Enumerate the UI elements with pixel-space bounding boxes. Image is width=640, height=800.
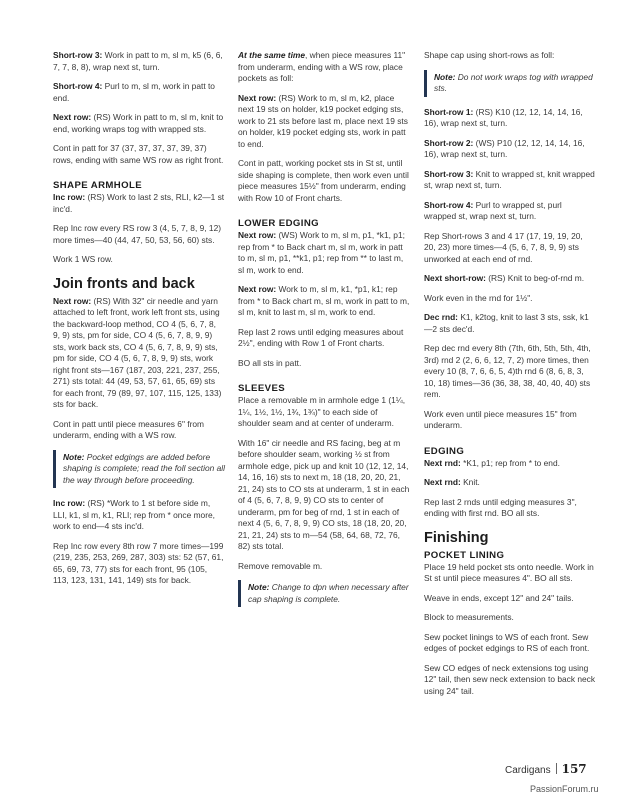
page-number: 157 [561, 762, 587, 776]
dec-rnd [424, 312, 596, 335]
repeat-short-rows: Rep Short-rows 3 and 4 17 (17, 19, 19, 20, 20, 23) more times—4 (5, 6, 7, 8, 9, 9) sts unworked at each end of rnd. [424, 230, 583, 264]
note-wraps-label: Note: [434, 71, 456, 82]
heading-lower-edging: LOWER EDGING [238, 218, 320, 229]
repeat-edging-rnds: Rep last 2 rnds until edging measures 3", ending with first rnd. BO all sts. [424, 496, 577, 518]
section-name: Cardigans [505, 765, 551, 776]
next-rnd-knit [424, 477, 596, 489]
work-ws-row: Work 1 WS row. [53, 254, 113, 264]
repeat-paragraph: Rep Inc row every RS row 3 (4, 5, 7, 8, 9, 12) more times—40 (44, 47, 50, 53, 56, 60) sts. [53, 223, 222, 245]
note-text: Pocket edgings are added before shaping is complete; read the foll section all the way through before proceeding. [63, 451, 226, 485]
heading-pocket-lining: POCKET LINING [424, 549, 505, 561]
pick-up-paragraph: With 16" cir needle and RS facing, beg at m before shoulder seam, working ½ st from armhole edge, pick up and knit 10 (12, 12, 14, 14, 16, 16) sts to next m, 18 (18, 20, 20, 21, 21, 24) sts to CO sts at underarm, 1 st in each of 4 (5, 6, 7, 8, 9, 9) CO sts to center of underarm, pm for beg of rnd, 1 st in each of next 4 (5, 6, 7, 8, 9, 9) CO sts, 18 (18, 20, 20, 21, 21, 24) sts to m—54 (58, 64, 68, 72, 76, 82) sts total. [238, 437, 410, 551]
work-even-2: Work even until piece measures 15" from underarm. [424, 408, 577, 430]
next-row-ws-text: (WS) Work to m, sl m, p1, *k1, p1; rep from * to Back chart m, sl m, work in patt to m, sl m, p1, **k1, p1; rep from ** to last m, sl m, work to end. [238, 230, 405, 275]
page-footer [505, 762, 587, 776]
next-rnd-rib-text: *K1, p1; rep from * to end. [463, 457, 560, 468]
heading-finishing: Finishing [424, 529, 489, 546]
inc-row-2 [53, 498, 225, 533]
next-row-pockets-text: (RS) Work to m, sl m, k2, place next 19 sts on holder, k19 pocket edging sts, work to 21 sts before last m, place next 19 sts on holder, k19 pocket edging sts, work in patt to end. [238, 92, 408, 149]
cap-short-row-4-text: Purl to wrapped st, purl wrapped st, wrap next st, turn. [424, 199, 562, 221]
next-row-rs-label: Next row: [238, 284, 277, 294]
short-row-4 [53, 81, 225, 104]
cap-short-row-4 [424, 200, 596, 223]
cap-short-row-2 [424, 138, 596, 161]
next-row [53, 112, 225, 135]
note-dpn [238, 580, 410, 607]
column-1 [53, 50, 225, 595]
sew-neck-extensions: Sew CO edges of neck extensions tog using 12" tail, then sew neck extension to back neck using 24" tail. [424, 662, 596, 696]
cap-short-row-1 [424, 107, 596, 130]
work-even-1: Work even in the rnd for 1½". [424, 292, 533, 303]
at-same-time [238, 50, 410, 85]
block-measurements: Block to measurements. [424, 612, 514, 622]
repeat-edging: Rep last 2 rows until edging measures about 2½", ending with Row 1 of Front charts. [238, 326, 404, 348]
note-dpn-text: Change to dpn when necessary after cap shaping is complete. [248, 582, 409, 604]
short-row-3-label: Short-row 3: [53, 50, 103, 60]
sew-pocket-linings: Sew pocket linings to WS of each front. Sew edges of pocket edgings to RS of each front. [424, 631, 590, 653]
place-marker-paragraph: Place a removable m in armhole edge 1 (1¼, 1¼, 1½, 1½, 1¾, 1¾)" to each side of shoulder seam and at center of underarm. [238, 395, 406, 428]
next-row-label: Next row: [53, 112, 92, 122]
next-row-rs-text: Work to m, sl m, k1, *p1, k1; rep from * to Back chart m, sl m, work in patt to m, sl m, knit to last m, sl m, work to end. [238, 284, 410, 317]
cap-short-row-1-label: Short-row 1: [424, 106, 474, 117]
heading-sleeves: SLEEVES [238, 383, 286, 394]
next-row-join [53, 296, 225, 411]
note-pocket-edgings [53, 450, 225, 489]
short-row-4-text: Purl to m, sl m, work in patt to end. [53, 81, 215, 103]
heading-shape-armhole: SHAPE ARMHOLE [53, 180, 143, 191]
inc-row [53, 192, 225, 215]
next-row-pockets-label: Next row: [238, 92, 277, 103]
inc-row-2-text: (RS) *Work to 1 st before side m, LLI, k1, sl m, k1, RLI; rep from * once more, work to end—4 sts inc'd. [53, 498, 215, 531]
next-row-rs [238, 284, 410, 319]
next-row-pockets [238, 93, 410, 151]
continue-pocket-paragraph: Cont in patt, working pocket sts in St st, until side shaping is complete, then work even until piece measures 15½" from underarm, ending with Row 10 of Front charts. [238, 158, 409, 203]
note-label: Note: [63, 451, 85, 462]
next-short-row-label: Next short-row: [424, 273, 486, 283]
cap-short-row-4-label: Short-row 4: [424, 199, 474, 210]
next-rnd-rib-label: Next rnd: [424, 457, 461, 468]
footer-divider [556, 763, 557, 774]
note-wraps-text: Do not work wraps tog with wrapped sts. [434, 71, 593, 93]
repeat-dec-rnd: Rep dec rnd every 8th (7th, 6th, 5th, 5th, 4th, 3rd) rnd 2 (2, 6, 6, 12, 7, 2) more times, then every 10 (8, 7, 6, 6, 5, 4)th rnd 6 (8, 6, 8, 3, 10, 18) times—36 (36, 38, 38, 40, 40, 40) sts rem. [424, 343, 591, 399]
next-rnd-knit-label: Next rnd: [424, 477, 461, 487]
at-same-time-text: , when piece measures 11" from underarm, ending with a WS row, place pockets as foll: [238, 50, 406, 83]
inc-row-2-label: Inc row: [53, 498, 86, 508]
note-dpn-label: Note: [248, 582, 270, 592]
heading-join-fronts-back: Join fronts and back [53, 275, 195, 292]
next-row-text: (RS) Work in patt to m, sl m, knit to end, working wraps tog with wrapped sts. [53, 112, 224, 134]
next-short-row [424, 273, 596, 285]
short-row-3 [53, 50, 225, 73]
next-rnd-knit-text: Knit. [463, 477, 480, 487]
next-row-join-text: (RS) With 32" cir needle and yarn attached to left front, work left front sts, using the backward-loop method, CO 4 (5, 6, 7, 8, 9, 9) sts, pm for side, CO 4 (5, 6, 7, 8, 9, 9) sts, work back sts, CO 4 (5, 6, 7, 8, 9, 9) sts, pm for side, CO 4 (5, 6, 7, 8, 9, 9) sts, work right front sts—167 (187, 203, 221, 237, 255, 271) sts total: 44 (49, 53, 57, 61, 65, 69) sts for each front, 79 (89, 97, 107, 115, 125, 133) sts for back. [53, 295, 222, 409]
inc-row-text: (RS) Work to last 2 sts, RLI, k2—1 st inc'd. [53, 192, 225, 214]
continue-paragraph-2: Cont in patt until piece measures 6" from underarm, ending with a WS row. [53, 418, 205, 440]
short-row-3-text: Work in patt to m, sl m, k5 (6, 6, 7, 7, 8, 8), wrap next st, turn. [53, 50, 223, 72]
watermark: PassionForum.ru [530, 784, 599, 794]
note-wraps [424, 70, 596, 97]
inc-row-label: Inc row: [53, 192, 86, 202]
pocket-lining-paragraph: Place 19 held pocket sts onto needle. Work in St st until piece measures 4". BO all sts. [424, 561, 594, 583]
at-same-time-label: At the same time [238, 50, 306, 60]
cap-short-row-3 [424, 169, 596, 192]
cap-short-row-1-text: (RS) K10 (12, 12, 14, 14, 16, 16), wrap next st, turn. [424, 106, 583, 128]
next-rnd-rib [424, 458, 596, 470]
dec-rnd-text: K1, k2tog, knit to last 3 sts, ssk, k1—2 sts dec'd. [424, 312, 589, 334]
next-row-ws [238, 230, 410, 276]
next-row-ws-label: Next row: [238, 230, 277, 240]
next-row-join-label: Next row: [53, 295, 92, 306]
cap-short-row-3-text: Knit to wrapped st, knit wrapped st, wrap next st, turn. [424, 168, 595, 190]
short-row-4-label: Short-row 4: [53, 81, 103, 91]
shape-cap-paragraph: Shape cap using short-rows as foll: [424, 50, 555, 60]
cap-short-row-2-text: (WS) P10 (12, 12, 14, 14, 16, 16), wrap next st, turn. [424, 137, 585, 159]
cap-short-row-3-label: Short-row 3: [424, 168, 474, 179]
column-3 [424, 50, 596, 705]
continue-paragraph: Cont in patt for 37 (37, 37, 37, 37, 39, 37) rows, ending with same WS row as right front. [53, 143, 224, 165]
column-2 [238, 50, 410, 617]
remove-marker: Remove removable m. [238, 560, 323, 571]
weave-ends: Weave in ends, except 12" and 24" tails. [424, 592, 574, 603]
bind-off-patt: BO all sts in patt. [238, 357, 302, 368]
repeat-paragraph-2: Rep Inc row every 8th row 7 more times—199 (219, 235, 253, 269, 287, 303) sts: 52 (57, 61, 65, 69, 73, 77) sts for each front, 95 (105, 113, 123, 131, 141, 149) sts for back. [53, 540, 224, 585]
next-short-row-text: (RS) Knit to beg-of-rnd m. [488, 273, 585, 283]
dec-rnd-label: Dec rnd: [424, 312, 458, 322]
heading-edging: EDGING [424, 445, 465, 457]
cap-short-row-2-label: Short-row 2: [424, 137, 474, 148]
